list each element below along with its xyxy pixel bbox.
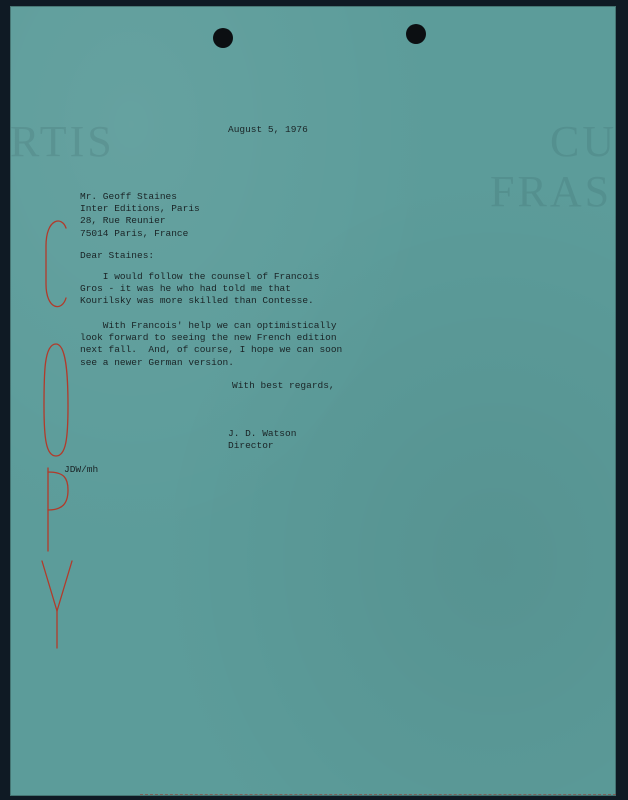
paragraph-line: Kourilsky was more skilled than Contesse. bbox=[80, 295, 314, 307]
paragraph-line: With Francois' help we can optimistically bbox=[80, 320, 337, 331]
bottom-edge-mark bbox=[140, 794, 616, 795]
paragraph-1 bbox=[80, 271, 319, 308]
letter-date: August 5, 1976 bbox=[228, 124, 308, 135]
bleed-through-mark: FRAS bbox=[490, 167, 613, 216]
recipient-company: Inter Editions, Paris bbox=[80, 203, 200, 215]
letter-sheet bbox=[10, 6, 616, 796]
salutation: Dear Staines: bbox=[80, 250, 155, 261]
copy-stamp-icon bbox=[40, 206, 80, 656]
punch-hole bbox=[213, 28, 233, 48]
recipient-city: 75014 Paris, France bbox=[80, 227, 189, 239]
signature-block bbox=[228, 428, 296, 452]
signature-title: Director bbox=[228, 440, 274, 452]
bleed-through-mark: CU bbox=[550, 117, 618, 166]
recipient-address bbox=[80, 191, 200, 240]
recipient-street: 28, Rue Reunier bbox=[80, 215, 166, 227]
typist-initials: JDW/mh bbox=[64, 464, 99, 475]
paragraph-line: next fall. And, of course, I hope we can soon bbox=[80, 344, 343, 356]
paragraph-line: I would follow the counsel of Francois bbox=[80, 271, 320, 282]
paragraph-line: see a newer German version. bbox=[80, 356, 234, 368]
paragraph-line: Gros - it was he who had told me that bbox=[80, 283, 291, 295]
paragraph-line: look forward to seeing the new French edition bbox=[80, 332, 337, 344]
signature-name: J. D. Watson bbox=[228, 428, 297, 439]
bleed-through-mark: RTIS bbox=[10, 117, 115, 166]
punch-hole bbox=[406, 24, 426, 44]
paragraph-2 bbox=[80, 320, 342, 369]
closing: With best regards, bbox=[232, 380, 335, 391]
recipient-name: Mr. Geoff Staines bbox=[80, 191, 177, 202]
